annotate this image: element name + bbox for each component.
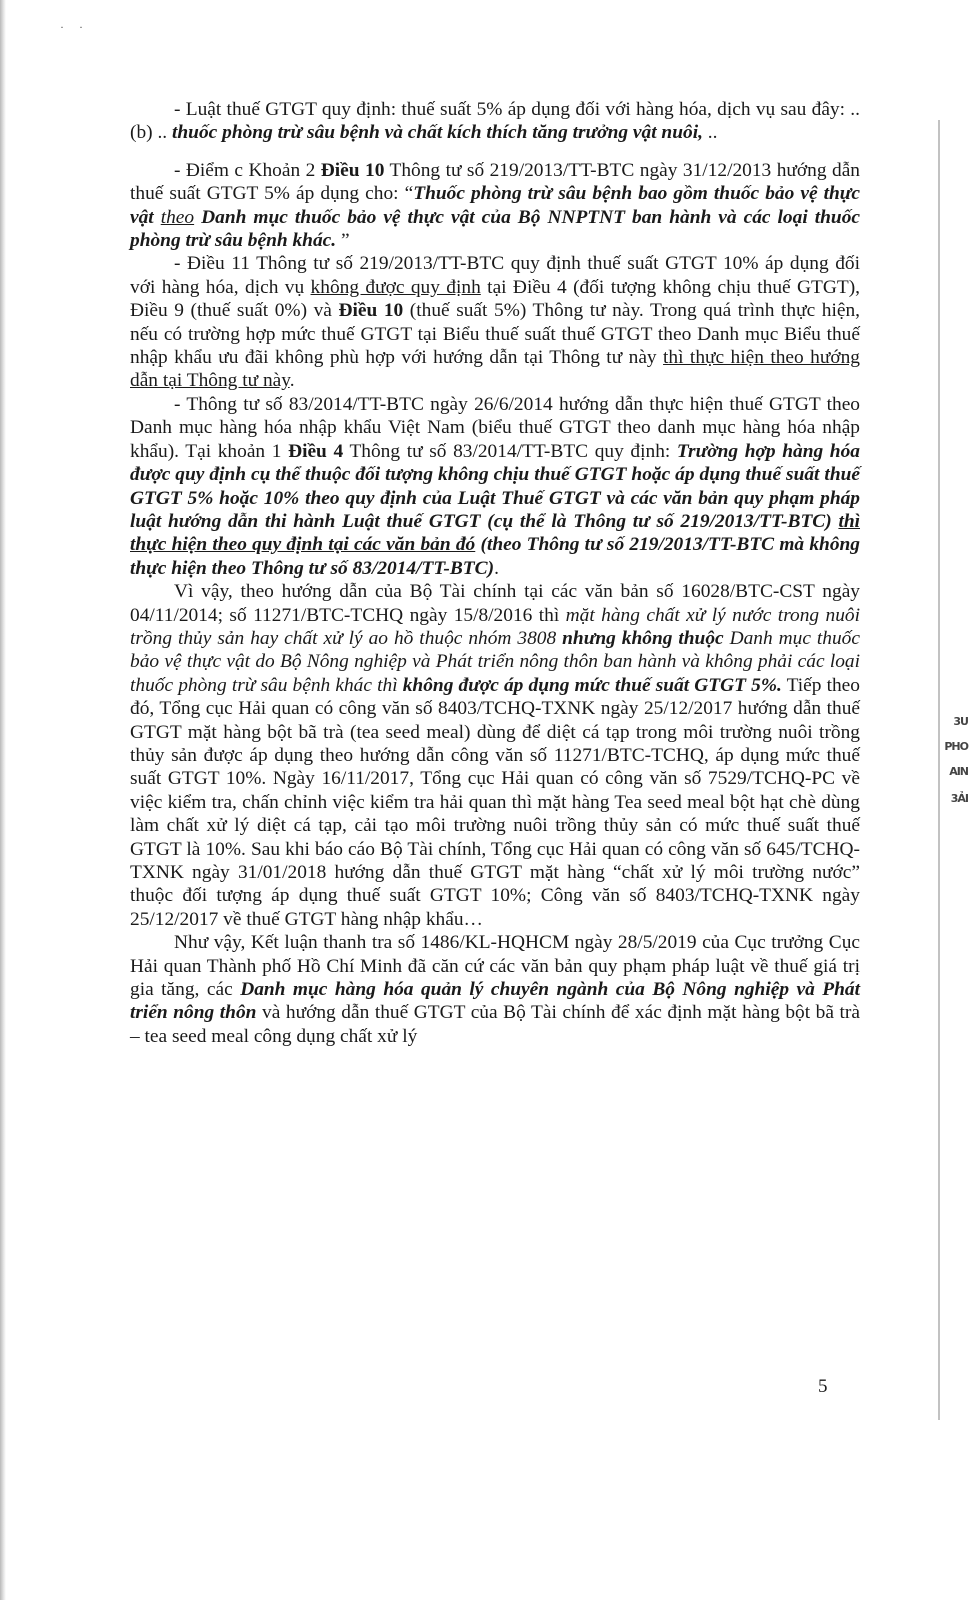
text-run: và hướng dẫn thuế GTGT của Bộ Tài chính để xác định mặt hàng bột bã trà – tea seed meal công dụng chất xử lý xyxy=(130,1002,860,1047)
text-run: . xyxy=(289,370,295,392)
paragraph-vat-law xyxy=(130,98,860,145)
text-run: ” xyxy=(336,230,350,252)
text-run: Thuốc phòng trừ sâu bệnh bao gồm thuốc bảo vệ thực vật xyxy=(130,183,860,228)
paragraph-therefore xyxy=(130,580,860,931)
margin-stamp-fragment: PHO xyxy=(944,740,968,753)
paragraph-article-11 xyxy=(130,252,860,392)
paragraph-article-10 xyxy=(130,159,860,253)
text-run: Danh mục thuốc bảo vệ thực vật do Bộ Nông nghiệp và Phát triển nông thôn ban hành và không phải các loại thuốc phòng trừ sâu bệnh khác thì xyxy=(130,627,860,696)
text-run: theo xyxy=(160,206,195,228)
scan-right-edge xyxy=(938,120,940,1420)
text-run: (thuế suất 5%) Thông tư này. Trong quá trình thực hiện, nếu có trường hợp mức thuế GTGT tại Biểu thuế suất thuế GTGT theo Danh mục Biểu thuế nhập khẩu ưu đãi không phù hợp với hướng dẫn tại Thông tư này xyxy=(130,300,860,369)
text-run: nhưng không thuộc xyxy=(562,627,724,649)
margin-stamp-fragment: 3U xyxy=(953,715,968,728)
text-run: thì thực hiện theo quy định tại các văn bản đó xyxy=(130,510,860,556)
text-run: . xyxy=(494,557,499,579)
text-run: Điều 10 xyxy=(338,300,404,322)
text-run: Điều 10 xyxy=(320,159,385,181)
text-run: không được quy định xyxy=(310,276,481,298)
text-run: Thông tư số 83/2014/TT-BTC quy định: xyxy=(343,440,677,462)
scan-left-edge xyxy=(0,0,6,1600)
paragraph-conclusion xyxy=(130,931,860,1048)
text-run: - Điểm c Khoản 2 xyxy=(174,159,321,181)
text-run: - Điều 11 Thông tư số 219/2013/TT-BTC quy định thuế suất GTGT 10% áp dụng đối với hàng hóa, dịch vụ xyxy=(130,253,860,298)
text-run: Trường hợp hàng hóa được quy định cụ thể thuộc đối tượng không chịu thuế GTGT hoặc áp dụng thuế suất thuế GTGT 5% hoặc 10% theo quy định của Luật Thuế GTGT và các văn bản quy phạm pháp luật hướng dẫn thi hành Luật thuế GTGT (cụ thể là Thông tư số 219/2013/TT-BTC) xyxy=(130,440,860,532)
text-run: Tiếp theo đó, Tổng cục Hải quan có công văn số 8403/TCHQ-TXNK ngày 25/12/2017 hướng dẫn thuế GTGT mặt hàng bột bã trà (tea seed meal) dùng để diệt cá tạp trong môi trường nuôi trồng thủy sản được áp dụng theo hướng dẫn công văn số 11271/BTC-TCHQ, áp dụng mức thuế suất GTGT 10%. Ngày 16/11/2017, Tổng cục Hải quan có công văn số 7529/TCHQ-PC về việc kiểm tra, chấn chỉnh việc kiểm tra hải quan thì mặt hàng Tea seed meal bột hạt chè dùng làm chất xử lý diệt cá tạp, cải tạo môi trường nuôi trồng thủy sản có mức thuế suất thuế GTGT là 10%. Sau khi báo cáo Bộ Tài chính, Tổng cục Hải quan có công văn số 645/TCHQ-TXNK ngày 31/01/2018 hướng dẫn thuế GTGT mặt hàng “chất xử lý môi trường nước” thuộc đối tượng áp dụng thuế suất GTGT 10%; Công văn số 8403/TCHQ-TXNK ngày 25/12/2017 về thuế GTGT hàng nhập khẩu… xyxy=(130,674,860,930)
text-run: Thông tư số 219/2013/TT-BTC ngày 31/12/2013 hướng dẫn thuế suất GTGT 5% áp dụng cho: “ xyxy=(130,159,860,205)
margin-stamp-fragment: AIN xyxy=(949,765,968,778)
text-run: mặt hàng chất xử lý nước trong nuôi trồng thủy sản hay chất xử lý ao hồ thuộc nhóm 3808 xyxy=(130,604,860,649)
text-run: Như vậy, Kết luận thanh tra số 1486/KL-HQHCM ngày 28/5/2019 của Cục trưởng Cục Hải quan Thành phố Hồ Chí Minh đã căn cứ các văn bản quy phạm pháp luật về thuế giá trị gia tăng, các xyxy=(130,932,860,1001)
margin-stamp-fragment: 3ẢI xyxy=(950,792,968,805)
text-run: Danh mục hàng hóa quản lý chuyên ngành của Bộ Nông nghiệp và Phát triển nông thôn xyxy=(130,979,860,1024)
paragraph-circular-83 xyxy=(130,393,860,580)
page-number: 5 xyxy=(818,1376,828,1397)
text-run: Điều 4 xyxy=(288,440,344,462)
text-run: - Luật thuế GTGT quy định: thuế suất 5% áp dụng đối với hàng hóa, dịch vụ sau đây: .. (b) .. xyxy=(130,99,860,144)
text-run: thì thực hiện theo hướng dẫn tại Thông tư này xyxy=(130,347,860,392)
text-run: tại Điều 4 (đối tượng không chịu thuế GTGT), Điều 9 (thuế suất 0%) và xyxy=(130,276,860,322)
text-run: .. xyxy=(702,122,718,144)
text-run: - Thông tư số 83/2014/TT-BTC ngày 26/6/2014 hướng dẫn thực hiện thuế GTGT theo Danh mục hàng hóa nhập khẩu Việt Nam (biểu thuế GTGT theo danh mục hàng hóa nhập khẩu). Tại khoản 1 xyxy=(130,393,860,462)
document-body xyxy=(130,98,860,1048)
text-run: thuốc phòng trừ sâu bệnh và chất kích thích tăng trưởng vật nuôi, xyxy=(172,122,703,144)
text-run: (theo Thông tư số 219/2013/TT-BTC mà không thực hiện theo Thông tư số 83/2014/TT-BTC) xyxy=(130,534,860,579)
text-run: Danh mục thuốc bảo vệ thực vật của Bộ NNPTNT ban hành và các loại thuốc phòng trừ sâu bệnh khác. xyxy=(130,206,860,252)
text-run: Vì vậy, theo hướng dẫn của Bộ Tài chính tại các văn bản số 16028/BTC-CST ngày 04/11/2014; số 11271/BTC-TCHQ ngày 15/8/2016 thì xyxy=(130,581,860,626)
scan-specks: · · xyxy=(60,20,89,34)
text-run: không được áp dụng mức thuế suất GTGT 5%. xyxy=(402,674,782,696)
